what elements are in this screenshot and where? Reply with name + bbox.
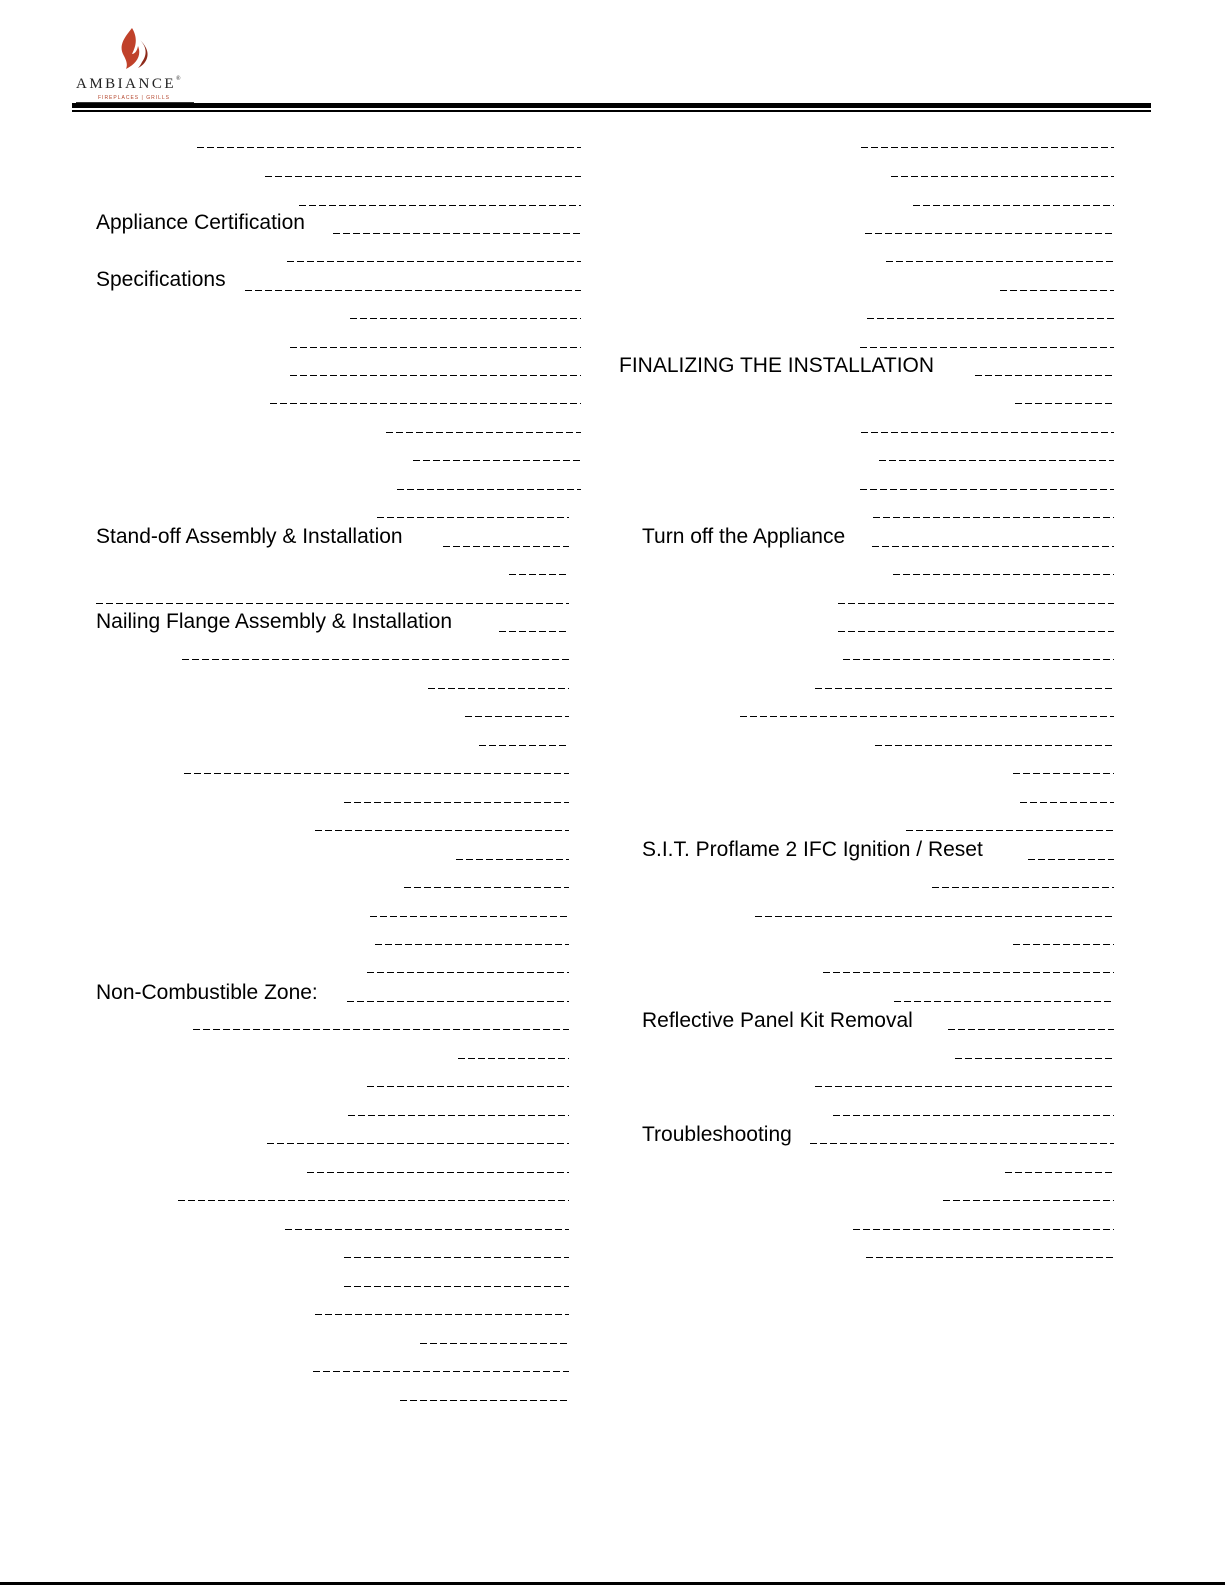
toc-leader — [861, 147, 1114, 148]
toc-leader — [873, 517, 1114, 518]
toc-leader — [1028, 859, 1114, 860]
toc-leader — [875, 745, 1114, 746]
toc-leader — [285, 1229, 569, 1230]
toc-leader — [290, 375, 581, 376]
toc-entry-stand-off-assembly[interactable]: Stand-off Assembly & Installation — [96, 525, 403, 548]
toc-leader — [1013, 773, 1114, 774]
toc-leader — [893, 574, 1114, 575]
toc-leader — [428, 688, 569, 689]
toc-entry-specifications[interactable]: Specifications — [96, 268, 226, 291]
toc-leader — [913, 205, 1114, 206]
toc-leader — [1013, 944, 1114, 945]
toc-leader — [245, 290, 581, 291]
toc-leader — [860, 489, 1114, 490]
toc-leader — [182, 659, 569, 660]
header-rule-thin — [72, 110, 1151, 112]
toc-leader — [299, 205, 581, 206]
toc-leader — [413, 460, 581, 461]
toc-leader — [333, 233, 581, 234]
toc-leader — [861, 432, 1114, 433]
toc-leader — [872, 546, 1114, 547]
toc-leader — [290, 347, 581, 348]
toc-leader — [344, 1286, 569, 1287]
toc-leader — [932, 887, 1114, 888]
toc-leader — [184, 773, 569, 774]
toc-leader — [375, 944, 569, 945]
toc-leader — [370, 916, 569, 917]
toc-leader — [465, 716, 569, 717]
toc-leader — [350, 318, 581, 319]
toc-leader — [344, 802, 569, 803]
toc-leader — [178, 1200, 569, 1201]
toc-leader — [347, 1001, 569, 1002]
toc-leader — [377, 517, 569, 518]
toc-leader — [894, 1001, 1114, 1002]
toc-entry-nailing-flange-assembly[interactable]: Nailing Flange Assembly & Installation — [96, 610, 453, 633]
toc-leader — [755, 916, 1114, 917]
toc-leader — [315, 1314, 569, 1315]
toc-leader — [267, 1143, 569, 1144]
toc-leader — [823, 972, 1114, 973]
toc-leader — [1005, 1172, 1114, 1173]
toc-leader — [943, 1200, 1114, 1201]
toc-entry-appliance-certification[interactable]: Appliance Certification — [96, 211, 305, 234]
toc-leader — [458, 1058, 569, 1059]
toc-leader — [456, 859, 569, 860]
toc-entry-reflective-panel-removal[interactable]: Reflective Panel Kit Removal — [642, 1009, 913, 1032]
toc-leader — [509, 574, 569, 575]
toc-leader — [948, 1029, 1114, 1030]
toc-leader — [815, 688, 1114, 689]
toc-leader — [879, 460, 1114, 461]
toc-leader — [867, 318, 1114, 319]
toc-leader — [891, 176, 1114, 177]
toc-leader — [1000, 290, 1114, 291]
toc-leader — [1015, 403, 1114, 404]
toc-leader — [1020, 802, 1114, 803]
header-rule-thick — [72, 103, 1151, 108]
toc-leader — [479, 745, 569, 746]
toc-leader — [348, 1115, 569, 1116]
toc-leader — [287, 261, 581, 262]
toc-leader — [96, 603, 569, 604]
toc-leader — [866, 1257, 1114, 1258]
toc-leader — [420, 1343, 569, 1344]
toc-leader — [344, 1257, 569, 1258]
toc-leader — [740, 716, 1114, 717]
toc-entry-troubleshooting[interactable]: Troubleshooting — [642, 1123, 792, 1146]
toc-leader — [265, 176, 581, 177]
toc-leader — [838, 603, 1114, 604]
toc-leader — [307, 1172, 569, 1173]
toc-leader — [886, 261, 1114, 262]
toc-leader — [810, 1143, 1114, 1144]
toc-leader — [313, 1371, 569, 1372]
toc-leader — [815, 1086, 1114, 1087]
toc-leader — [367, 1086, 569, 1087]
brand-tagline: FIREPLACES | GRILLS — [98, 95, 170, 101]
toc-leader — [367, 972, 569, 973]
toc-leader — [843, 659, 1114, 660]
toc-leader — [499, 631, 569, 632]
brand-logo — [76, 26, 196, 106]
flame-icon — [114, 26, 154, 70]
toc-leader — [853, 1229, 1114, 1230]
toc-leader — [400, 1400, 569, 1401]
toc-leader — [865, 233, 1114, 234]
toc-leader — [197, 147, 581, 148]
toc-leader — [270, 403, 581, 404]
toc-leader — [404, 887, 569, 888]
toc-leader — [860, 347, 1114, 348]
toc-leader — [443, 546, 569, 547]
toc-leader — [955, 1058, 1114, 1059]
toc-entry-proflame-ignition-reset[interactable]: S.I.T. Proflame 2 IFC Ignition / Reset — [642, 838, 983, 861]
toc-entry-turn-off-appliance[interactable]: Turn off the Appliance — [642, 525, 846, 548]
toc-entry-non-combustible-zone[interactable]: Non-Combustible Zone: — [96, 981, 318, 1004]
toc-leader — [315, 830, 569, 831]
toc-leader — [833, 1115, 1114, 1116]
toc-leader — [386, 432, 581, 433]
toc-leader — [397, 489, 581, 490]
toc-entry-finalizing-installation[interactable]: FINALIZING THE INSTALLATION — [619, 354, 935, 377]
toc-leader — [975, 375, 1114, 376]
toc-leader — [906, 830, 1114, 831]
toc-leader — [193, 1029, 569, 1030]
brand-name: AMBIANCE® — [76, 76, 181, 92]
toc-leader — [838, 631, 1114, 632]
